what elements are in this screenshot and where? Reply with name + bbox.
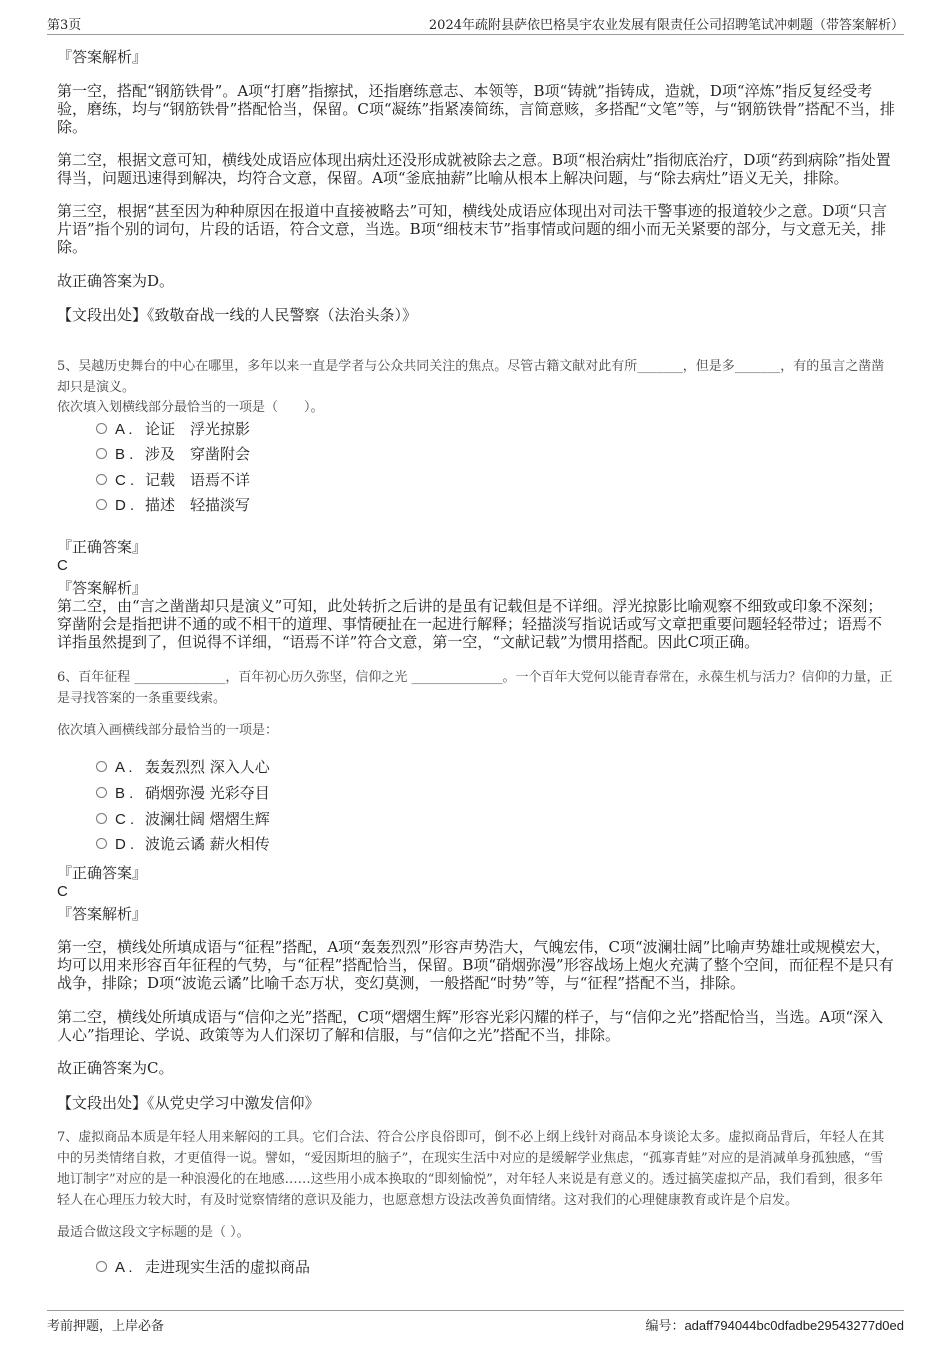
q7-stem: 7、虚拟商品本质是年轻人用来解闷的工具。它们合法、符合公序良俗即可，倒不必上纲上线针对商品本身谈论太多。虚拟商品背后，年轻人在其中的另类情绪自救，才更值得一说。譬如，“爱因斯坦的脑子”，在现实生活中对应的是缓解学业焦虑，“孤寡青蛙”对应的是消减单身孤独感，“雪地订制字”对应的是一种浪漫化的在地感……这些用小成本换取的“即刻愉悦”，对年轻人来说是有意义的。透过搞笑虚拟产品，我们看到，很多年轻人在心理压力较大时，有及时觉察情绪的意识及能力，也愿意想方设法改善负面情绪。这对我们的心理健康教育或许是个启发。 [57, 1130, 885, 1208]
q5-analysis: 第二空，由“言之凿凿却只是演义”可知，此处转折之后讲的是虽有记载但是不详细。浮光掠影比喻观察不细致或印象不深刻；穿凿附会是指把讲不通的或不相干的道理、事情硬扯在一起进行解释；轻描淡写指说话或写文章把重要问题轻轻带过；语焉不详指虽然提到了，但说得不详细，“语焉不详”符合文意，第一空，“文献记载”为惯用搭配。因此C项正确。 [57, 597, 883, 651]
q6-option-d[interactable] [96, 835, 270, 854]
q4-source: 【文段出处】《致敬奋战一线的人民警察（法治头条）》 [57, 306, 418, 324]
radio-icon[interactable] [96, 448, 107, 459]
option-text: 论证 浮光掠影 [145, 420, 251, 438]
q5-analysis-label: 『答案解析』 [57, 579, 148, 597]
q6-analysis-label: 『答案解析』 [57, 905, 148, 923]
q7-prompt: 最适合做这段文字标题的是（ ）。 [57, 1225, 250, 1240]
q5-answer-label: 『正确答案』 [57, 538, 148, 556]
option-letter: D . [115, 836, 135, 853]
option-letter: A . [115, 1259, 133, 1276]
radio-icon[interactable] [96, 813, 107, 824]
footer-code-label: 编号： [645, 1319, 685, 1334]
radio-icon[interactable] [96, 1261, 107, 1272]
q4-analysis-p2: 第二空，根据文意可知，横线处成语应体现出病灶还没形成就被除去之意。B项“根治病灶”指彻底治疗，D项“药到病除”指处置得当，问题迅速得到解决，均符合文意，保留。A项“釜底抽薪”比喻从根本上解决问题，与“除去病灶”语义无关，排除。 [57, 151, 891, 187]
option-letter: A . [115, 421, 133, 438]
footer-code-value: adaff794044bc0dfadbe29543277d0ed [684, 1318, 904, 1333]
page-number: 第3页 [47, 18, 82, 33]
option-text: 记载 语焉不详 [145, 471, 251, 489]
q7-option-a[interactable] [96, 1258, 310, 1277]
option-text: 涉及 穿凿附会 [145, 445, 251, 463]
q6-answer-label: 『正确答案』 [57, 864, 148, 882]
footer-slogan: 考前押题，上岸必备 [47, 1319, 165, 1334]
option-text: 描述 轻描淡写 [145, 496, 251, 514]
radio-icon[interactable] [96, 474, 107, 485]
q6-answer: C [57, 883, 68, 900]
radio-icon[interactable] [96, 787, 107, 798]
option-letter: B . [115, 785, 134, 802]
q6-option-b[interactable] [96, 784, 270, 803]
radio-icon[interactable] [96, 838, 107, 849]
q6-option-c[interactable] [96, 810, 270, 829]
radio-icon[interactable] [96, 499, 107, 510]
q5-prompt: 依次填入划横线部分最恰当的一项是（ ）。 [57, 400, 324, 415]
option-letter: C . [115, 811, 135, 828]
option-letter: C . [115, 472, 135, 489]
option-text: 波诡云谲 薪火相传 [145, 835, 270, 853]
q6-analysis-p2: 第二空，横线处所填成语与“信仰之光”搭配，C项“熠熠生辉”形容光彩闪耀的样子，与“信仰之光”搭配恰当，当选。A项“深入人心”指理论、学说、政策等为人们深切了解和信服，与“信仰之光”搭配不当，排除。 [57, 1008, 883, 1044]
option-text: 硝烟弥漫 光彩夺目 [145, 784, 270, 802]
option-text: 波澜壮阔 熠熠生辉 [145, 810, 270, 828]
q4-conclusion: 故正确答案为D。 [57, 272, 175, 290]
option-text: 走进现实生活的虚拟商品 [145, 1258, 311, 1276]
option-text: 轰轰烈烈 深入人心 [145, 758, 270, 776]
footer-code [645, 1315, 904, 1334]
q4-analysis-p1: 第一空，搭配“钢筋铁骨”。A项“打磨”指擦拭，还指磨练意志、本领等，B项“铸就”指铸成，造就，D项“淬炼”指反复经受考验，磨练，均与“钢筋铁骨”搭配恰当，保留。C项“凝练”指紧凑简练，言简意赅，多搭配“文笔”等，与“钢筋铁骨”搭配不当，排除。 [57, 82, 895, 136]
q6-analysis-p1: 第一空，横线处所填成语与“征程”搭配，A项“轰轰烈烈”形容声势浩大，气魄宏伟，C项“波澜壮阔”比喻声势雄壮或规模宏大，均可以用来形容百年征程的气势，与“征程”搭配恰当，保留。B项“硝烟弥漫”形容战场上炮火充满了整个空间，而征程不是只有战争，排除；D项“波诡云谲”比喻千态万状，变幻莫测，一般搭配“时势”等，与“征程”搭配不当，排除。 [57, 938, 894, 992]
page-footer [47, 1310, 904, 1337]
q4-analysis-label: 『答案解析』 [57, 48, 148, 66]
document-title: 2024年疏附县萨依巴格昊宇农业发展有限责任公司招聘笔试冲刺题（带答案解析） [428, 18, 904, 33]
option-letter: A . [115, 759, 133, 776]
radio-icon[interactable] [96, 423, 107, 434]
q5-option-d[interactable] [96, 496, 250, 515]
q5-answer: C [57, 557, 68, 574]
q6-option-a[interactable] [96, 758, 270, 777]
q5-stem: 5、吴越历史舞台的中心在哪里，多年以来一直是学者与公众共同关注的焦点。尽管古籍文献对此有所_______，但是多_______，有的虽言之凿凿却只是演义。 [57, 359, 885, 395]
radio-icon[interactable] [96, 761, 107, 772]
q6-stem: 6、百年征程 ______________，百年初心历久弥坚，信仰之光 ______________。一个百年大党何以能青春常在，永葆生机与活力？信仰的力量，正是寻找答案的一条重要线索。 [57, 670, 893, 706]
option-letter: D . [115, 497, 135, 514]
q4-analysis-p3: 第三空，根据“甚至因为种种原因在报道中直接被略去”可知，横线处成语应体现出对司法干警事迹的报道较少之意。D项“只言片语”指个别的词句，片段的话语，符合文意，当选。B项“细枝末节”指事情或问题的细小而无关紧要的部分，与文意无关，排除。 [57, 202, 888, 256]
q5-option-c[interactable] [96, 471, 250, 490]
q6-conclusion: 故正确答案为C。 [57, 1059, 174, 1077]
page-header [47, 12, 904, 35]
q5-option-b[interactable] [96, 445, 250, 464]
option-letter: B . [115, 446, 134, 463]
q6-source: 【文段出处】《从党史学习中激发信仰》 [57, 1094, 320, 1112]
q5-option-a[interactable] [96, 420, 250, 439]
q6-prompt: 依次填入画横线部分最恰当的一项是： [57, 723, 279, 738]
